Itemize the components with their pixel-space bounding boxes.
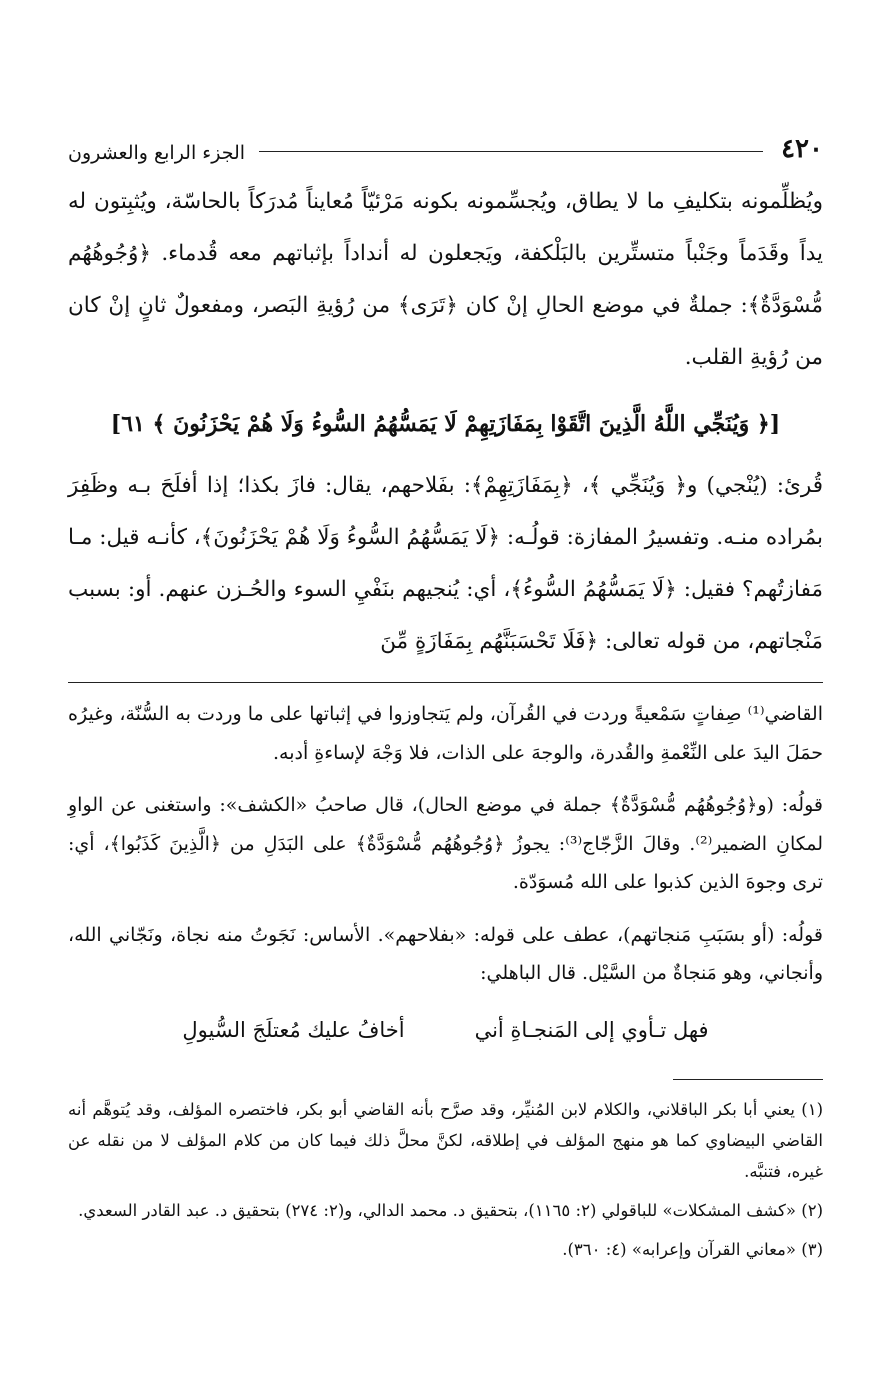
poem-hemistich-2: أخافُ عليك مُعتلَجَ السُّيولِ (182, 1017, 405, 1042)
header-rule (259, 151, 763, 152)
main-text (68, 176, 823, 668)
commentary-section (68, 695, 823, 1053)
footnote-rule (673, 1079, 823, 1080)
main-paragraph-2: قُرئ: (يُنْجي) و﴿ وَيُنَجِّي ﴾، ﴿بِمَفَازَتِهِمْ﴾: بفَلاحهم، يقال: فازَ بكذا؛ إذا أفلَحَ بـه وظَفِرَ بمُراده منـه. وتفسيرُ المفازة: قولُـه: ﴿لَا يَمَسُّهُمُ السُّوءُ وَلَا هُمْ يَحْزَنُونَ﴾، كأنـه قيل: مـا مَفازتُهم؟ فقيل: ﴿لَا يَمَسُّهُمُ السُّوءُ﴾، أي: يُنجيهم بنَفْيِ السوء والحُـزن عنهم. أو: بسبب مَنْجاتهم، من قوله تعالى: ﴿فَلَا تَحْسَبَنَّهُم بِمَفَازَةٍ مِّنَ (68, 473, 823, 654)
footnotes-section (68, 1094, 823, 1265)
footnote-1: (١) يعني أبا بكر الباقلاني، والكلام لابن المُنيِّر، وقد صرَّح بأنه القاضي أبو بكر، فاختصره المؤلف، وقد يُتوهَّم أنه القاضي البيضاوي كما هو منهج المؤلف في إطلاقه، لكنَّ محلَّ ذلك فيما كان من كلام المؤلف لا من نقله عن غيره، فتنبَّه. (68, 1099, 823, 1181)
quran-verse: [﴿ وَيُنَجِّي اللَّهُ الَّذِينَ اتَّقَوْا بِمَفَازَتِهِمْ لَا يَمَسُّهُمُ السُّوءُ وَلَا هُمْ يَحْزَنُونَ ﴾ ٦١] (110, 411, 781, 437)
commentary-paragraph-1: القاضي⁽¹⁾ صِفاتٍ سَمْعيةً وردت في القُرآن، ولم يَتجاوزوا في إثباتها على ما وردت به السُّنّة، وغيرُه حمَلَ اليدَ على النِّعْمةِ والقُدرة، والوجهَ على الذات، فلا وَجْهَ لإساءةِ أدبه. (68, 703, 823, 764)
footnote-3: (٣) «معاني القرآن وإعرابه» (٤: ٣٦٠). (562, 1239, 823, 1259)
running-title: الجزء الرابع والعشرون (68, 142, 246, 164)
page-number: ٤٢٠ (781, 134, 823, 164)
commentary-paragraph-3: قولُه: (أو بسَبَبِ مَنجاتهم)، عطف على قوله: «بفلاحهم». الأساس: نَجَوتُ منه نجاة، ونَجّاني الله، وأنجاني، وهو مَنجاةٌ من السَّيْل. قال الباهلي: (68, 923, 823, 984)
poem-verse (68, 1007, 823, 1053)
footnote-2: (٢) «كشف المشكلات» للباقولي (٢: ١١٦٥)، بتحقيق د. محمد الدالي، و(٢: ٢٧٤) بتحقيق د. عبد القادر السعدي. (78, 1200, 823, 1220)
commentary-paragraph-2: قولُه: (و﴿وُجُوهُهُم مُّسْوَدَّةٌ﴾ جملة في موضع الحال)، قال صاحبُ «الكشف»: واستغنى عن الواوِ لمكانِ الضمير⁽²⁾. وقالَ الزَّجّاج⁽³⁾: يجوزُ ﴿وُجُوهُهُم مُّسْوَدَّةٌ﴾ على البَدَلِ من ﴿الَّذِينَ كَذَبُوا﴾، أي: ترى وجوهَ الذين كذبوا على الله مُسوَدّة. (68, 794, 824, 893)
commentary-divider (68, 682, 823, 683)
poem-hemistich-1: فهل تـأوي إلى المَنجـاةِ أني (474, 1017, 709, 1042)
page-header (68, 118, 823, 164)
main-paragraph-1: ويُظلِّمونه بتكليفِ ما لا يطاق، ويُجسِّمونه بكونه مَرْئيّاً مُعايناً مُدرَكاً بالحاسّة، ويُثبِتون له يداً وقَدَماً وجَنْباً متستِّرين بالبَلْكفة، ويَجعلون له أنداداً بإثباتهم معه قُدماء. ﴿وُجُوهُهُم مُّسْوَدَّةٌ﴾: جملةٌ في موضع الحالِ إنْ كان ﴿تَرَى﴾ من رُؤيةِ البَصر، ومفعولٌ ثانٍ إنْ كان من رُؤيةِ القلب. (68, 189, 823, 370)
